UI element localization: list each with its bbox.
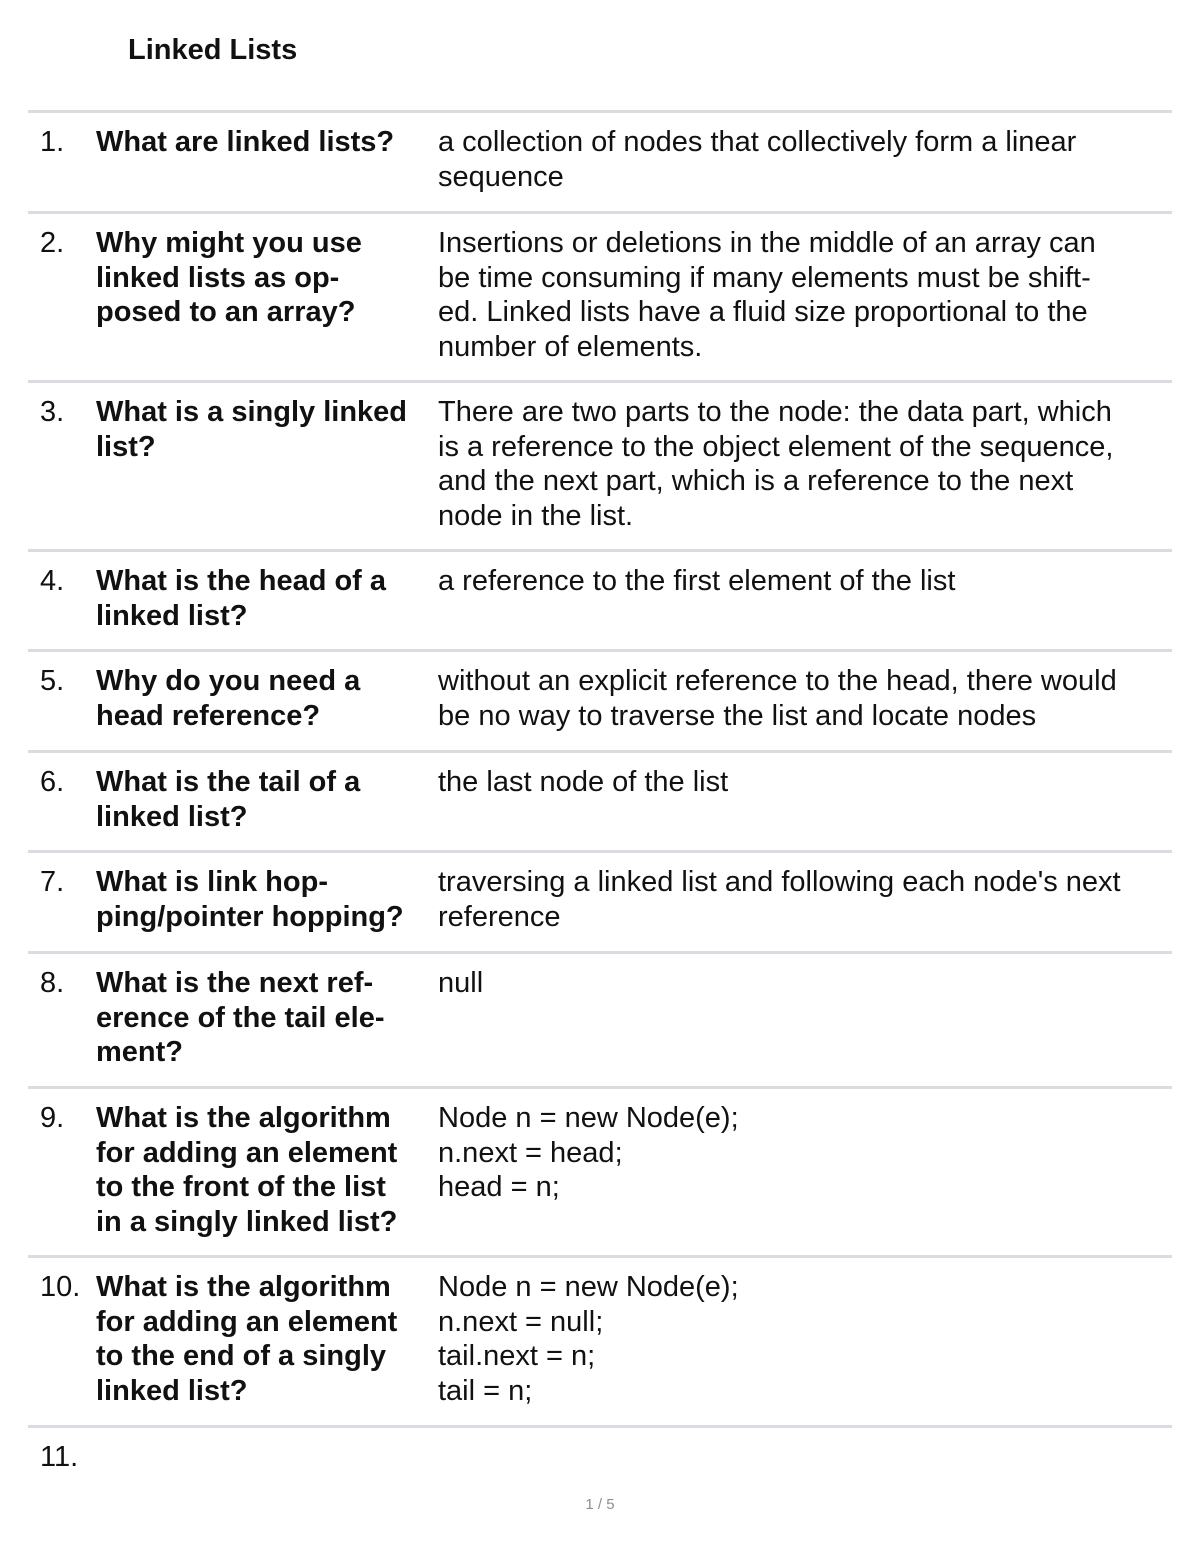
card-number: 1. (40, 126, 65, 158)
flashcard (28, 380, 1172, 549)
flashcard (28, 549, 1172, 649)
card-number: 11. (40, 1441, 79, 1473)
card-question: What is the algorithm for adding an element to the end of a singly linked list? (96, 1271, 398, 1407)
flashcard (28, 850, 1172, 951)
card-question: Why do you need a head reference? (96, 665, 361, 732)
flashcard-list (28, 110, 1172, 1488)
card-answer: There are two parts to the node: the data part, which is a reference to the object element of the sequence, and the next part, which is a reference to the next node in the list. (438, 396, 1114, 532)
card-number: 8. (40, 967, 65, 999)
card-number: 3. (40, 396, 65, 428)
flashcard (28, 1425, 1172, 1488)
card-answer: a collection of nodes that collectively form a linear sequence (438, 126, 1077, 193)
card-answer: traversing a linked list and following each node's next reference (438, 866, 1121, 933)
page-title: Linked Lists (128, 34, 298, 66)
card-number: 4. (40, 565, 65, 597)
card-answer: the last node of the list (438, 766, 729, 798)
card-number: 6. (40, 766, 65, 798)
card-question: What is the head of a linked list? (96, 565, 387, 632)
card-question: What is the tail of a linked list? (96, 766, 361, 833)
card-number: 7. (40, 866, 65, 898)
flashcard (28, 649, 1172, 750)
card-question: What is the next ref- erence of the tail ele- ment? (96, 967, 385, 1068)
card-question: What is link hop- ping/pointer hopping? (96, 866, 404, 933)
flashcard (28, 951, 1172, 1086)
flashcard (28, 110, 1172, 211)
card-answer: without an explicit reference to the head, there would be no way to traverse the list and locate nodes (438, 665, 1117, 732)
card-question: What are linked lists? (96, 126, 395, 158)
card-number: 5. (40, 665, 65, 697)
card-question: What is a singly linked list? (96, 396, 408, 463)
card-answer: Node n = new Node(e); n.next = null; tail.next = n; tail = n; (438, 1271, 739, 1407)
page-indicator: 1 / 5 (585, 1496, 615, 1513)
flashcard (28, 750, 1172, 850)
card-answer: a reference to the first element of the list (438, 565, 956, 597)
flashcard (28, 1086, 1172, 1255)
card-number: 9. (40, 1102, 65, 1134)
card-question: What is the algorithm for adding an element to the front of the list in a singly linked list? (96, 1102, 398, 1238)
flashcard (28, 211, 1172, 380)
flashcard (28, 1255, 1172, 1425)
card-answer: Insertions or deletions in the middle of an array can be time consuming if many elements must be shift- ed. Linked lists have a fluid size proportional to the number of elements. (438, 227, 1096, 363)
card-answer: Node n = new Node(e); n.next = head; head = n; (438, 1102, 739, 1203)
card-answer: null (438, 967, 484, 999)
card-question: Why might you use linked lists as op- posed to an array? (96, 227, 362, 328)
card-number: 2. (40, 227, 65, 259)
card-number: 10. (40, 1271, 81, 1303)
